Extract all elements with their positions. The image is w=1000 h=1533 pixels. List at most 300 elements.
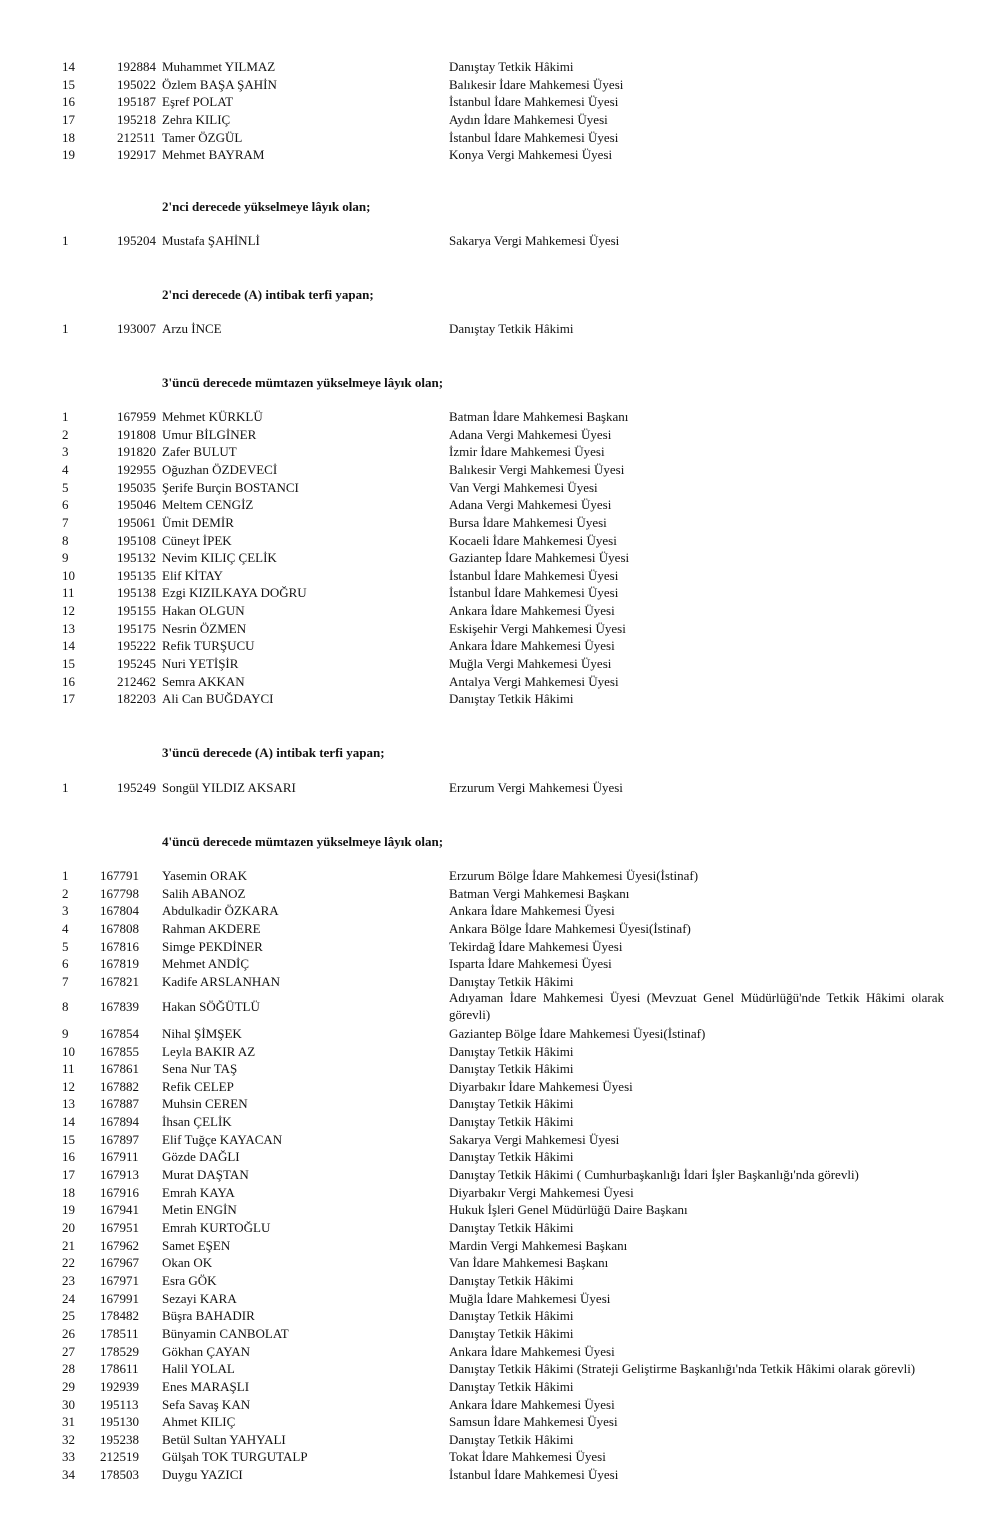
person-name: Kadife ARSLANHAN <box>162 974 281 989</box>
row-number: 17 <box>62 112 75 127</box>
table-row <box>0 655 1000 672</box>
registry-number: 167798 <box>100 886 139 901</box>
table-row <box>0 232 1000 249</box>
registry-number: 192939 <box>100 1379 139 1394</box>
position-title: Ankara Bölge İdare Mahkemesi Üyesi(İstinaf) <box>449 921 691 936</box>
registry-number: 167991 <box>100 1291 139 1306</box>
table-row <box>0 1201 1000 1218</box>
row-number: 16 <box>62 674 75 689</box>
person-name: Okan OK <box>162 1255 213 1270</box>
position-title: Balıkesir İdare Mahkemesi Üyesi <box>449 77 624 92</box>
person-name: Ümit DEMİR <box>162 515 234 530</box>
row-number: 22 <box>62 1255 75 1270</box>
person-name: Nevim KILIÇ ÇELİK <box>162 550 277 565</box>
table-row <box>0 1237 1000 1254</box>
person-name: Ahmet KILIÇ <box>162 1414 236 1429</box>
row-number: 8 <box>62 999 69 1014</box>
person-name: Metin ENGİN <box>162 1202 237 1217</box>
row-number: 6 <box>62 497 69 512</box>
person-name: Halil YOLAL <box>162 1361 235 1376</box>
table-row <box>0 1060 1000 1077</box>
person-name: Samet EŞEN <box>162 1238 231 1253</box>
position-title: Hukuk İşleri Genel Müdürlüğü Daire Başkanı <box>449 1202 688 1217</box>
table-row <box>0 637 1000 654</box>
person-name: Arzu İNCE <box>162 321 222 336</box>
person-name: Gözde DAĞLI <box>162 1149 240 1164</box>
registry-number: 182203 <box>117 691 156 706</box>
table-row <box>0 514 1000 531</box>
row-number: 1 <box>62 780 69 795</box>
position-title: Batman İdare Mahkemesi Başkanı <box>449 409 629 424</box>
table-row <box>0 549 1000 566</box>
position-title: Diyarbakır Vergi Mahkemesi Üyesi <box>449 1185 634 1200</box>
row-number: 30 <box>62 1397 75 1412</box>
table-row <box>0 602 1000 619</box>
registry-number: 167855 <box>100 1044 139 1059</box>
registry-number: 195222 <box>117 638 156 653</box>
table-row <box>0 146 1000 163</box>
registry-number: 212511 <box>117 130 156 145</box>
table-row <box>0 885 1000 902</box>
person-name: Muhsin CEREN <box>162 1096 248 1111</box>
person-name: Şerife Burçin BOSTANCI <box>162 480 299 495</box>
row-number: 3 <box>62 903 69 918</box>
position-title: Ankara İdare Mahkemesi Üyesi <box>449 1397 615 1412</box>
row-number: 17 <box>62 691 75 706</box>
person-name: Betül Sultan YAHYALI <box>162 1432 286 1447</box>
person-name: Ali Can BUĞDAYCI <box>162 691 274 706</box>
person-name: Muhammet YILMAZ <box>162 59 276 74</box>
person-name: Ezgi KIZILKAYA DOĞRU <box>162 585 307 600</box>
position-title: Danıştay Tetkik Hâkimi <box>449 1379 574 1394</box>
registry-number: 178503 <box>100 1467 139 1482</box>
registry-number: 195130 <box>100 1414 139 1429</box>
position-title: Muğla İdare Mahkemesi Üyesi <box>449 1291 611 1306</box>
row-number: 14 <box>62 59 75 74</box>
person-name: Leyla BAKIR AZ <box>162 1044 256 1059</box>
registry-number: 195132 <box>117 550 156 565</box>
table-row <box>0 58 1000 75</box>
person-name: Büşra BAHADIR <box>162 1308 255 1323</box>
position-title: Van Vergi Mahkemesi Üyesi <box>449 480 598 495</box>
position-title: Danıştay Tetkik Hâkimi <box>449 1061 574 1076</box>
registry-number: 167962 <box>100 1238 139 1253</box>
row-number: 15 <box>62 656 75 671</box>
person-name: İhsan ÇELİK <box>162 1114 232 1129</box>
person-name: Gülşah TOK TURGUTALP <box>162 1449 308 1464</box>
person-name: Mehmet BAYRAM <box>162 147 265 162</box>
position-title: Danıştay Tetkik Hâkimi <box>449 1114 574 1129</box>
position-title: Danıştay Tetkik Hâkimi (Strateji Geliştirme Başkanlığı'nda Tetkik Hâkimi olarak görevli) <box>449 1361 916 1376</box>
person-name: Emrah KURTOĞLU <box>162 1220 271 1235</box>
row-number: 10 <box>62 1044 75 1059</box>
position-title: Danıştay Tetkik Hâkimi <box>449 1308 574 1323</box>
row-number: 14 <box>62 1114 75 1129</box>
registry-number: 167819 <box>100 956 139 971</box>
row-number: 34 <box>62 1467 75 1482</box>
position-title: Danıştay Tetkik Hâkimi <box>449 1096 574 1111</box>
person-name: Rahman AKDERE <box>162 921 261 936</box>
row-number: 16 <box>62 94 75 109</box>
table-row <box>0 129 1000 146</box>
table-row <box>0 584 1000 601</box>
registry-number: 195022 <box>117 77 156 92</box>
person-name: Mustafa ŞAHİNLİ <box>162 233 260 248</box>
table-row <box>0 1219 1000 1236</box>
position-title: Isparta İdare Mahkemesi Üyesi <box>449 956 612 971</box>
person-name: Mehmet KÜRKLÜ <box>162 409 263 424</box>
table-row <box>0 443 1000 460</box>
registry-number: 195108 <box>117 533 156 548</box>
row-number: 9 <box>62 550 69 565</box>
position-title: Eskişehir Vergi Mahkemesi Üyesi <box>449 621 626 636</box>
registry-number: 167951 <box>100 1220 139 1235</box>
row-number: 11 <box>62 1061 75 1076</box>
row-number: 31 <box>62 1414 75 1429</box>
registry-number: 192917 <box>117 147 156 162</box>
registry-number: 195245 <box>117 656 156 671</box>
row-number: 14 <box>62 638 75 653</box>
table-row <box>0 673 1000 690</box>
row-number: 32 <box>62 1432 75 1447</box>
registry-number: 167816 <box>100 939 139 954</box>
table-row <box>0 1448 1000 1465</box>
table-row <box>0 1184 1000 1201</box>
row-number: 10 <box>62 568 75 583</box>
table-row <box>0 690 1000 707</box>
registry-number: 191820 <box>117 444 156 459</box>
person-name: Mehmet ANDİÇ <box>162 956 250 971</box>
position-title: Danıştay Tetkik Hâkimi <box>449 1044 574 1059</box>
position-title: Aydın İdare Mahkemesi Üyesi <box>449 112 608 127</box>
position-title: Bursa İdare Mahkemesi Üyesi <box>449 515 607 530</box>
row-number: 1 <box>62 409 69 424</box>
person-name: Gökhan ÇAYAN <box>162 1344 250 1359</box>
table-row <box>0 902 1000 919</box>
registry-number: 178611 <box>100 1361 139 1376</box>
registry-number: 195249 <box>117 780 156 795</box>
registry-number: 167808 <box>100 921 139 936</box>
position-title: Ankara İdare Mahkemesi Üyesi <box>449 903 615 918</box>
registry-number: 195113 <box>100 1397 139 1412</box>
position-title: Danıştay Tetkik Hâkimi <box>449 1273 574 1288</box>
section-heading: 3'üncü derecede mümtazen yükselmeye lâyık olan; <box>162 375 444 390</box>
person-name: Songül YILDIZ AKSARI <box>162 780 296 795</box>
registry-number: 195204 <box>117 233 156 248</box>
person-name: Bünyamin CANBOLAT <box>162 1326 289 1341</box>
row-number: 1 <box>62 868 69 883</box>
row-number: 11 <box>62 585 75 600</box>
position-title: Danıştay Tetkik Hâkimi <box>449 1432 574 1447</box>
person-name: Emrah KAYA <box>162 1185 235 1200</box>
table-row <box>0 1043 1000 1060</box>
position-title: Muğla Vergi Mahkemesi Üyesi <box>449 656 612 671</box>
person-name: Yasemin ORAK <box>162 868 247 883</box>
registry-number: 167916 <box>100 1185 139 1200</box>
registry-number: 167971 <box>100 1273 139 1288</box>
position-title: Erzurum Bölge İdare Mahkemesi Üyesi(İstinaf) <box>449 868 699 883</box>
table-row <box>0 1378 1000 1395</box>
person-name: Eşref POLAT <box>162 94 234 109</box>
registry-number: 167887 <box>100 1096 139 1111</box>
position-title: Danıştay Tetkik Hâkimi <box>449 1220 574 1235</box>
table-row <box>0 1254 1000 1271</box>
position-title: İstanbul İdare Mahkemesi Üyesi <box>449 1467 619 1482</box>
person-name: Sezayi KARA <box>162 1291 237 1306</box>
table-row <box>0 1148 1000 1165</box>
position-title: Ankara İdare Mahkemesi Üyesi <box>449 1344 615 1359</box>
registry-number: 167894 <box>100 1114 139 1129</box>
registry-number: 192884 <box>117 59 156 74</box>
table-row <box>0 408 1000 425</box>
registry-number: 167913 <box>100 1167 139 1182</box>
row-number: 24 <box>62 1291 75 1306</box>
position-title: Danıştay Tetkik Hâkimi <box>449 1326 574 1341</box>
registry-number: 167911 <box>100 1149 139 1164</box>
row-number: 2 <box>62 427 69 442</box>
person-name: Refik CELEP <box>162 1079 234 1094</box>
registry-number: 195035 <box>117 480 156 495</box>
row-number: 19 <box>62 147 75 162</box>
position-title: Adana Vergi Mahkemesi Üyesi <box>449 427 612 442</box>
row-number: 7 <box>62 515 69 530</box>
row-number: 15 <box>62 77 75 92</box>
position-title: Gaziantep İdare Mahkemesi Üyesi <box>449 550 630 565</box>
row-number: 21 <box>62 1238 75 1253</box>
position-title: Sakarya Vergi Mahkemesi Üyesi <box>449 1132 620 1147</box>
row-number: 20 <box>62 1220 75 1235</box>
registry-number: 167854 <box>100 1026 139 1041</box>
row-number: 18 <box>62 130 75 145</box>
table-row <box>0 1078 1000 1095</box>
person-name: Nuri YETİŞİR <box>162 656 239 671</box>
position-title: İstanbul İdare Mahkemesi Üyesi <box>449 585 619 600</box>
position-title: Gaziantep Bölge İdare Mahkemesi Üyesi(İstinaf) <box>449 1026 706 1041</box>
person-name: Meltem CENGİZ <box>162 497 254 512</box>
registry-number: 195155 <box>117 603 156 618</box>
registry-number: 167941 <box>100 1202 139 1217</box>
registry-number: 212519 <box>100 1449 139 1464</box>
row-number: 12 <box>62 603 75 618</box>
registry-number: 195187 <box>117 94 156 109</box>
registry-number: 167839 <box>100 999 139 1014</box>
person-name: Zehra KILIÇ <box>162 112 231 127</box>
row-number: 7 <box>62 974 69 989</box>
row-number: 3 <box>62 444 69 459</box>
registry-number: 167897 <box>100 1132 139 1147</box>
row-number: 5 <box>62 480 69 495</box>
position-title: Ankara İdare Mahkemesi Üyesi <box>449 638 615 653</box>
table-row <box>0 920 1000 937</box>
table-row <box>0 426 1000 443</box>
table-row <box>0 1272 1000 1289</box>
position-title: Adıyaman İdare Mahkemesi Üyesi (Mevzuat Genel Müdürlüğü'nde Tetkik Hâkimi olarak görevli) <box>449 990 944 1022</box>
table-row <box>0 989 1000 1023</box>
registry-number: 195135 <box>117 568 156 583</box>
registry-number: 178511 <box>100 1326 139 1341</box>
registry-number: 195175 <box>117 621 156 636</box>
position-title: Van İdare Mahkemesi Başkanı <box>449 1255 609 1270</box>
registry-number: 212462 <box>117 674 156 689</box>
row-number: 1 <box>62 321 69 336</box>
row-number: 4 <box>62 462 69 477</box>
person-name: Cüneyt İPEK <box>162 533 232 548</box>
table-row <box>0 93 1000 110</box>
table-row <box>0 1166 1000 1183</box>
table-row <box>0 1095 1000 1112</box>
row-number: 29 <box>62 1379 75 1394</box>
table-row <box>0 973 1000 990</box>
row-number: 26 <box>62 1326 75 1341</box>
registry-number: 192955 <box>117 462 156 477</box>
table-row <box>0 496 1000 513</box>
table-row <box>0 320 1000 337</box>
registry-number: 167791 <box>100 868 139 883</box>
registry-number: 195061 <box>117 515 156 530</box>
row-number: 18 <box>62 1185 75 1200</box>
section-heading: 2'nci derecede yükselmeye lâyık olan; <box>162 199 371 214</box>
row-number: 16 <box>62 1149 75 1164</box>
position-title: Batman Vergi Mahkemesi Başkanı <box>449 886 630 901</box>
registry-number: 167959 <box>117 409 156 424</box>
person-name: Umur BİLGİNER <box>162 427 257 442</box>
row-number: 5 <box>62 939 69 954</box>
person-name: Murat DAŞTAN <box>162 1167 249 1182</box>
position-title: Kocaeli İdare Mahkemesi Üyesi <box>449 533 617 548</box>
registry-number: 167821 <box>100 974 139 989</box>
registry-number: 193007 <box>117 321 156 336</box>
position-title: Antalya Vergi Mahkemesi Üyesi <box>449 674 619 689</box>
table-row <box>0 567 1000 584</box>
table-row <box>0 1325 1000 1342</box>
position-title: Danıştay Tetkik Hâkimi ( Cumhurbaşkanlığı İdari İşler Başkanlığı'nda görevli) <box>449 1167 859 1182</box>
person-name: Özlem BAŞA ŞAHİN <box>162 77 277 92</box>
position-title: Erzurum Vergi Mahkemesi Üyesi <box>449 780 623 795</box>
position-title: Danıştay Tetkik Hâkimi <box>449 691 574 706</box>
row-number: 25 <box>62 1308 75 1323</box>
row-number: 15 <box>62 1132 75 1147</box>
person-name: Esra GÖK <box>162 1273 217 1288</box>
person-name: Zafer BULUT <box>162 444 237 459</box>
table-row <box>0 1113 1000 1130</box>
person-name: Enes MARAŞLI <box>162 1379 250 1394</box>
person-name: Abdulkadir ÖZKARA <box>162 903 279 918</box>
table-row <box>0 1431 1000 1448</box>
person-name: Hakan OLGUN <box>162 603 245 618</box>
table-row <box>0 867 1000 884</box>
position-title: Ankara İdare Mahkemesi Üyesi <box>449 603 615 618</box>
position-title: Danıştay Tetkik Hâkimi <box>449 974 574 989</box>
person-name: Hakan SÖĞÜTLÜ <box>162 999 260 1014</box>
person-name: Elif KİTAY <box>162 568 223 583</box>
registry-number: 178482 <box>100 1308 139 1323</box>
position-title: Sakarya Vergi Mahkemesi Üyesi <box>449 233 620 248</box>
position-title: İzmir İdare Mahkemesi Üyesi <box>449 444 605 459</box>
person-name: Nihal ŞİMŞEK <box>162 1026 242 1041</box>
row-number: 2 <box>62 886 69 901</box>
person-name: Tamer ÖZGÜL <box>162 130 243 145</box>
person-name: Salih ABANOZ <box>162 886 246 901</box>
registry-number: 195138 <box>117 585 156 600</box>
row-number: 23 <box>62 1273 75 1288</box>
registry-number: 167804 <box>100 903 139 918</box>
registry-number: 195046 <box>117 497 156 512</box>
table-row <box>0 1343 1000 1360</box>
table-row <box>0 1307 1000 1324</box>
position-title: Danıştay Tetkik Hâkimi <box>449 59 574 74</box>
registry-number: 167967 <box>100 1255 139 1270</box>
table-row <box>0 1131 1000 1148</box>
person-name: Sefa Savaş KAN <box>162 1397 251 1412</box>
section-heading: 2'nci derecede (A) intibak terfi yapan; <box>162 287 374 302</box>
position-title: Danıştay Tetkik Hâkimi <box>449 1149 574 1164</box>
position-title: Diyarbakır İdare Mahkemesi Üyesi <box>449 1079 633 1094</box>
row-number: 17 <box>62 1167 75 1182</box>
section-heading: 4'üncü derecede mümtazen yükselmeye lâyık olan; <box>162 834 444 849</box>
table-row <box>0 461 1000 478</box>
registry-number: 178529 <box>100 1344 139 1359</box>
person-name: Semra AKKAN <box>162 674 245 689</box>
person-name: Oğuzhan ÖZDEVECİ <box>162 462 278 477</box>
person-name: Refik TURŞUCU <box>162 638 255 653</box>
row-number: 8 <box>62 533 69 548</box>
position-title: Tokat İdare Mahkemesi Üyesi <box>449 1449 606 1464</box>
position-title: Mardin Vergi Mahkemesi Başkanı <box>449 1238 628 1253</box>
table-row <box>0 1413 1000 1430</box>
row-number: 13 <box>62 621 75 636</box>
table-row <box>0 955 1000 972</box>
position-title: İstanbul İdare Mahkemesi Üyesi <box>449 568 619 583</box>
person-name: Duygu YAZICI <box>162 1467 243 1482</box>
person-name: Sena Nur TAŞ <box>162 1061 238 1076</box>
section-heading: 3'üncü derecede (A) intibak terfi yapan; <box>162 745 385 760</box>
row-number: 28 <box>62 1361 75 1376</box>
row-number: 12 <box>62 1079 75 1094</box>
person-name: Elif Tuğçe KAYACAN <box>162 1132 283 1147</box>
position-title: Danıştay Tetkik Hâkimi <box>449 321 574 336</box>
row-number: 4 <box>62 921 69 936</box>
table-row <box>0 76 1000 93</box>
row-number: 6 <box>62 956 69 971</box>
registry-number: 167861 <box>100 1061 139 1076</box>
registry-number: 195218 <box>117 112 156 127</box>
table-row <box>0 1360 1000 1377</box>
position-title: İstanbul İdare Mahkemesi Üyesi <box>449 94 619 109</box>
table-row <box>0 111 1000 128</box>
table-row <box>0 479 1000 496</box>
position-title: Konya Vergi Mahkemesi Üyesi <box>449 147 613 162</box>
registry-number: 195238 <box>100 1432 139 1447</box>
table-row <box>0 1025 1000 1042</box>
row-number: 9 <box>62 1026 69 1041</box>
registry-number: 191808 <box>117 427 156 442</box>
table-row <box>0 620 1000 637</box>
table-row <box>0 1290 1000 1307</box>
position-title: İstanbul İdare Mahkemesi Üyesi <box>449 130 619 145</box>
person-name: Nesrin ÖZMEN <box>162 621 247 636</box>
position-title: Samsun İdare Mahkemesi Üyesi <box>449 1414 618 1429</box>
position-title: Tekirdağ İdare Mahkemesi Üyesi <box>449 939 623 954</box>
table-row <box>0 779 1000 796</box>
person-name: Simge PEKDİNER <box>162 939 263 954</box>
row-number: 13 <box>62 1096 75 1111</box>
row-number: 1 <box>62 233 69 248</box>
table-row <box>0 938 1000 955</box>
table-row <box>0 1396 1000 1413</box>
row-number: 33 <box>62 1449 75 1464</box>
table-row <box>0 1466 1000 1483</box>
registry-number: 167882 <box>100 1079 139 1094</box>
